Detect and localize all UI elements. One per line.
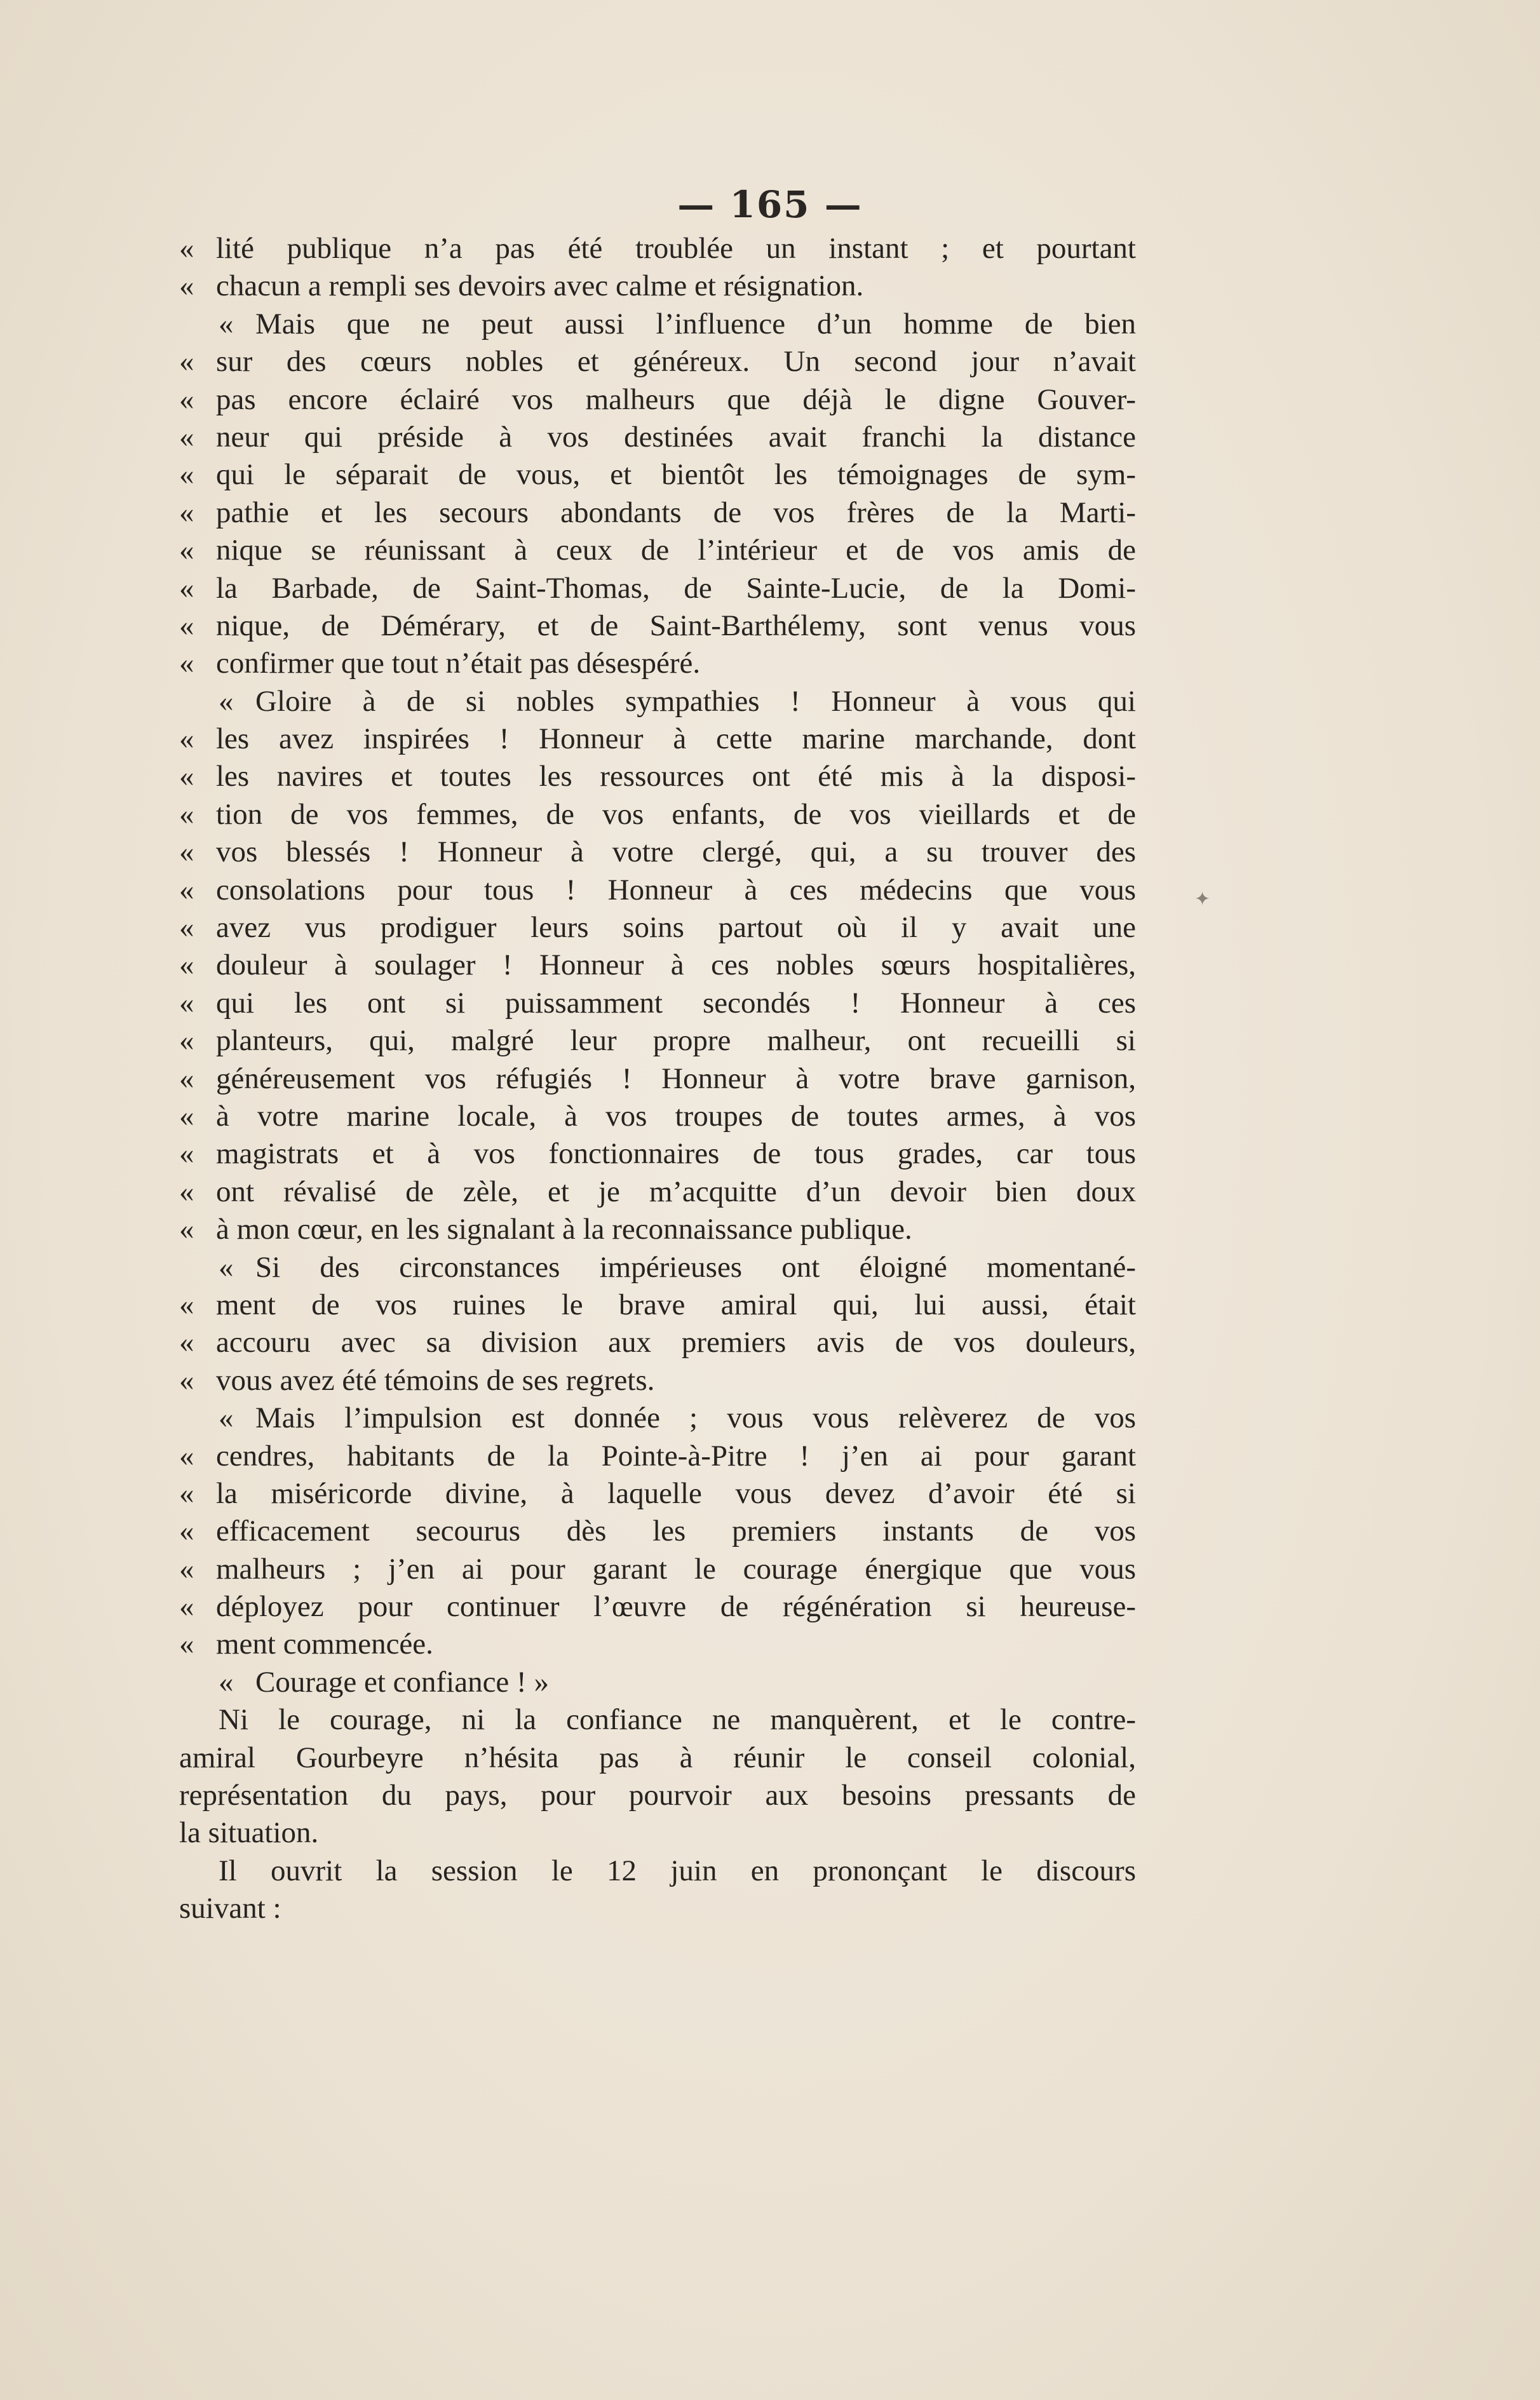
line-text: malheurs ; j’en ai pour garant le courage énergique que vous (216, 1552, 1136, 1586)
page-number: — 165 — (677, 183, 863, 226)
text-line (179, 532, 1136, 569)
quote-mark: « (179, 1439, 194, 1473)
line-text: Ni le courage, ni la confiance ne manquèrent, et le contre- (219, 1703, 1136, 1737)
line-text: magistrats et à vos fonctionnaires de tous grades, car tous (216, 1137, 1136, 1171)
text-line (179, 1814, 1136, 1852)
line-text: déployez pour continuer l’œuvre de régénération si heureuse- (216, 1590, 1136, 1624)
quote-mark: « (179, 420, 194, 454)
text-line (179, 1399, 1136, 1437)
line-text: efficacement secourus dès les premiers instants de vos (216, 1514, 1136, 1548)
text-line (179, 1739, 1136, 1777)
quote-mark: « (179, 1363, 194, 1397)
text-line (179, 1135, 1136, 1173)
text-line (179, 1438, 1136, 1475)
line-text: consolations pour tous ! Honneur à ces médecins que vous (216, 873, 1136, 907)
line-text: généreusement vos réfugiés ! Honneur à votre brave garnison, (216, 1062, 1136, 1095)
text-line (179, 1211, 1136, 1248)
text-line (179, 872, 1136, 909)
text-line (179, 1588, 1136, 1626)
quote-mark: « (179, 496, 194, 529)
text-line (179, 1249, 1136, 1286)
line-text: qui les ont si puissamment secondés ! Honneur à ces (216, 986, 1136, 1020)
text-line (179, 720, 1136, 758)
text-line (179, 267, 1136, 305)
text-line (179, 909, 1136, 947)
quote-mark: « (179, 1326, 194, 1359)
line-text: ment de vos ruines le brave amiral qui, lui aussi, était (216, 1288, 1136, 1321)
quote-mark: « (179, 835, 194, 869)
quote-mark: « (179, 1137, 194, 1171)
line-text: amiral Gourbeyre n’hésita pas à réunir le conseil colonial, (179, 1741, 1136, 1774)
line-text: ont révalisé de zèle, et je m’acquitte d’un devoir bien doux (216, 1175, 1136, 1208)
line-text: les navires et toutes les ressources ont été mis à la disposi- (216, 760, 1136, 793)
quote-mark: « (179, 1099, 194, 1133)
quote-mark: « (179, 1062, 194, 1095)
text-line (179, 1362, 1136, 1399)
line-text: ment commencée. (216, 1628, 433, 1661)
quote-mark: « (219, 1250, 234, 1284)
quote-mark: « (179, 1175, 194, 1208)
text-line (179, 1890, 1136, 1927)
line-text: accouru avec sa division aux premiers avis de vos douleurs, (216, 1326, 1136, 1359)
text-line (179, 1324, 1136, 1361)
quote-mark: « (179, 534, 194, 567)
quote-mark: « (179, 1552, 194, 1586)
quote-mark: « (179, 760, 194, 793)
quote-mark: « (179, 1514, 194, 1548)
text-line (179, 570, 1136, 607)
line-text: la miséricorde divine, à laquelle vous devez d’avoir été si (216, 1476, 1136, 1510)
quote-mark: « (179, 797, 194, 831)
text-line (179, 343, 1136, 381)
text-line (179, 230, 1136, 267)
line-text: vos blessés ! Honneur à votre clergé, qui, a su trouver des (216, 835, 1136, 869)
text-line (179, 1701, 1136, 1739)
quote-mark: « (179, 948, 194, 982)
quote-mark: « (179, 1476, 194, 1510)
line-text: à mon cœur, en les signalant à la reconnaissance publique. (216, 1213, 912, 1246)
text-line (179, 683, 1136, 720)
text-line (179, 1173, 1136, 1211)
quote-mark: « (179, 1213, 194, 1246)
quote-mark: « (179, 609, 194, 642)
text-line (179, 645, 1136, 682)
body-text (179, 230, 1136, 1928)
quote-mark: « (179, 345, 194, 379)
quote-mark: « (179, 1024, 194, 1058)
line-text: pathie et les secours abondants de vos frères de la Marti- (216, 496, 1136, 529)
text-line (179, 758, 1136, 795)
line-text: pas encore éclairé vos malheurs que déjà le digne Gouver- (216, 382, 1136, 416)
line-text: sur des cœurs nobles et généreux. Un second jour n’avait (216, 345, 1136, 379)
line-text: nique, de Démérary, et de Saint-Barthélemy, sont venus vous (216, 609, 1136, 642)
text-line (179, 306, 1136, 343)
quote-mark: « (219, 307, 234, 340)
text-line (179, 1060, 1136, 1098)
quote-mark: « (179, 269, 194, 303)
line-text: à votre marine locale, à vos troupes de toutes armes, à vos (216, 1099, 1136, 1133)
line-text: avez vus prodiguer leurs soins partout où il y avait une (216, 911, 1136, 945)
quote-mark: « (179, 382, 194, 416)
quote-mark: « (179, 458, 194, 492)
quote-mark: « (219, 1401, 234, 1435)
quote-mark: « (179, 1288, 194, 1321)
text-line (179, 1777, 1136, 1814)
line-text: chacun a rempli ses devoirs avec calme et résignation. (216, 269, 864, 303)
text-line (179, 381, 1136, 419)
line-text: Il ouvrit la session le 12 juin en prononçant le discours (219, 1854, 1136, 1887)
quote-mark: « (179, 1628, 194, 1661)
line-text: tion de vos femmes, de vos enfants, de vos vieillards et de (216, 797, 1136, 831)
quote-mark: « (179, 722, 194, 756)
quote-mark: « (179, 986, 194, 1020)
text-line (179, 419, 1136, 456)
text-line (179, 494, 1136, 532)
text-line (179, 1098, 1136, 1135)
line-text: nique se réunissant à ceux de l’intérieur et de vos amis de (216, 534, 1136, 567)
text-line (179, 1022, 1136, 1060)
text-line (179, 1286, 1136, 1324)
line-text: vous avez été témoins de ses regrets. (216, 1363, 655, 1397)
line-text: représentation du pays, pour pourvoir aux besoins pressants de (179, 1779, 1136, 1812)
line-text: planteurs, qui, malgré leur propre malheur, ont recueilli si (216, 1024, 1136, 1058)
line-text: suivant : (179, 1892, 281, 1925)
ink-smudge-icon: ✦ (1194, 888, 1211, 910)
text-line (179, 796, 1136, 833)
text-line (179, 833, 1136, 871)
quote-mark: « (219, 684, 234, 718)
quote-mark: « (179, 647, 194, 680)
line-text: neur qui préside à vos destinées avait franchi la distance (216, 420, 1136, 454)
quote-mark: « (219, 1665, 234, 1699)
line-text: Gloire à de si nobles sympathies ! Honneur à vous qui (255, 684, 1136, 718)
line-text: confirmer que tout n’était pas désespéré. (216, 647, 701, 680)
line-text: lité publique n’a pas été troublée un instant ; et pourtant (216, 232, 1136, 265)
line-text: qui le séparait de vous, et bientôt les témoignages de sym- (216, 458, 1136, 492)
text-line (179, 947, 1136, 984)
text-line (179, 1551, 1136, 1588)
line-text: la Barbade, de Saint-Thomas, de Sainte-Lucie, de la Domi- (216, 571, 1136, 605)
line-text: cendres, habitants de la Pointe-à-Pitre ! j’en ai pour garant (216, 1439, 1136, 1473)
line-text: Courage et confiance ! » (255, 1665, 549, 1699)
line-text: douleur à soulager ! Honneur à ces nobles sœurs hospitalières, (216, 948, 1136, 982)
text-line (179, 1852, 1136, 1890)
text-line (179, 1626, 1136, 1663)
text-line (179, 607, 1136, 645)
quote-mark: « (179, 1590, 194, 1624)
quote-mark: « (179, 232, 194, 265)
text-line (179, 1513, 1136, 1550)
line-text: Mais que ne peut aussi l’influence d’un homme de bien (255, 307, 1136, 340)
text-line (179, 1475, 1136, 1513)
text-line (179, 456, 1136, 494)
quote-mark: « (179, 873, 194, 907)
line-text: les avez inspirées ! Honneur à cette marine marchande, dont (216, 722, 1136, 756)
text-line (179, 1664, 1136, 1701)
quote-mark: « (179, 911, 194, 945)
line-text: Mais l’impulsion est donnée ; vous vous relèverez de vos (255, 1401, 1136, 1435)
text-line (179, 985, 1136, 1022)
line-text: Si des circonstances impérieuses ont éloigné momentané- (255, 1250, 1136, 1284)
quote-mark: « (179, 571, 194, 605)
line-text: la situation. (179, 1816, 319, 1850)
